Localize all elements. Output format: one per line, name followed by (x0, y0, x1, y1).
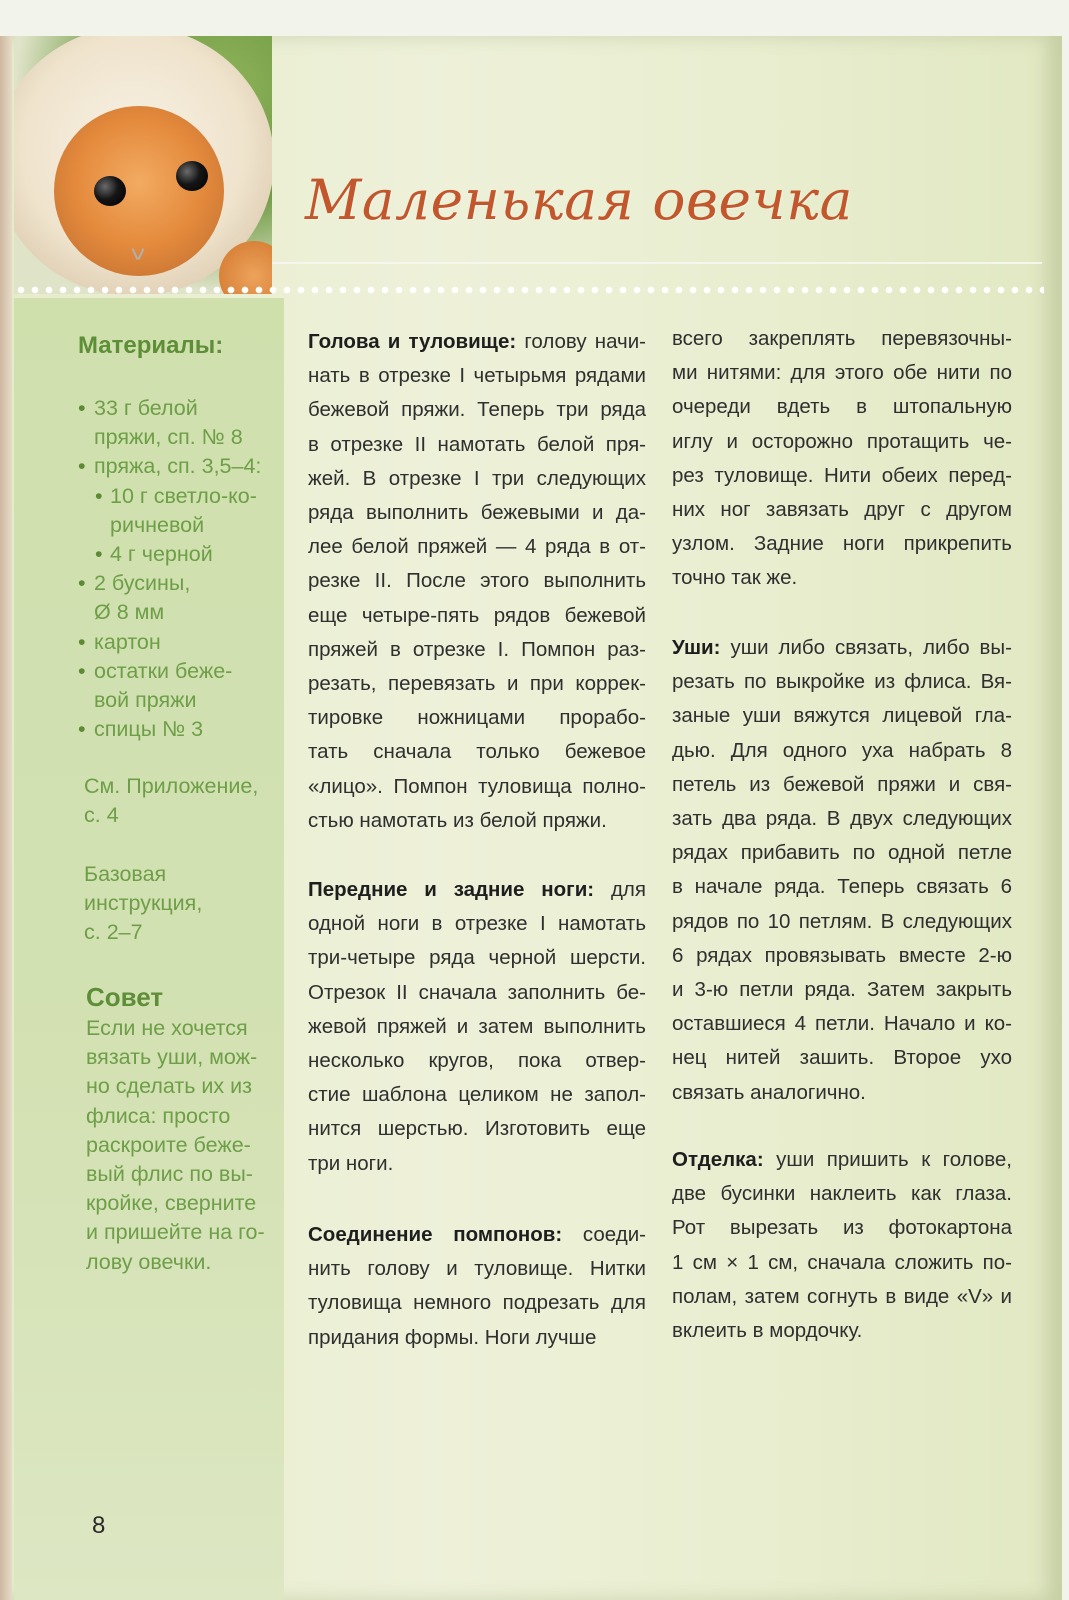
material-item-line: • 2 бусины, (94, 571, 191, 596)
legs-line: несколько кругов, пока отвер- (308, 1049, 646, 1073)
joining-continued-line: них ног завязать друг с другом (672, 498, 1012, 522)
joining-line: туловища немного подрезать для (308, 1291, 646, 1315)
base-reference-line: Базовая (84, 862, 167, 886)
legs-line: три-четыре ряда черной шерсти. (308, 946, 646, 970)
tip-text-line: Если не хочется (86, 1016, 248, 1040)
ears-line (672, 631, 1012, 665)
dotted-divider (14, 283, 1044, 299)
joining-continued-line: рез туловище. Нити обеих перед- (672, 463, 1012, 487)
material-item (78, 628, 278, 657)
material-item (78, 540, 278, 569)
material-item-line: вой пряжи (94, 688, 197, 713)
materials-list (78, 394, 278, 744)
material-item-line: • пряжа, сп. 3,5–4: (94, 454, 262, 479)
ears-line: оставшиеся 4 петли. Начало и ко- (672, 1012, 1012, 1036)
legs-line: Отрезок II сначала заполнить бе- (308, 980, 646, 1004)
material-item (78, 657, 278, 715)
base-reference-line: инструкция, (84, 891, 203, 916)
joining-line (308, 1218, 646, 1252)
head-body-line: резать, перевязать и при коррек- (308, 672, 646, 696)
finishing-line (672, 1143, 1012, 1177)
head-body-line: пряжей в отрезке I. Помпон раз- (308, 637, 646, 661)
joining-continued-line: узлом. Задние ноги прикрепить (672, 532, 1012, 556)
tip-text-line: вый флис по вы- (86, 1162, 253, 1187)
appendix-reference-line: с. 4 (84, 803, 119, 828)
sheep-eye-right (176, 161, 208, 191)
materials-heading: Материалы: (78, 332, 224, 359)
sheep-mouth (132, 248, 146, 262)
tip-text-line: но сделать их из (86, 1074, 252, 1099)
head-body-line (308, 325, 646, 359)
ears-heading: Уши: (672, 636, 721, 659)
material-item-line: • картон (94, 629, 161, 654)
section-finishing (672, 1143, 1012, 1348)
head-body-line: жей. В отрезке I три следующих (308, 466, 646, 490)
head-body-line: в отрезке II намотать белой пря- (308, 432, 646, 456)
appendix-reference-line: См. Приложение, (84, 774, 259, 798)
legs-line: одной ноги в отрезке I намотать (308, 912, 646, 936)
joining-continued-line: точно так же. (672, 566, 798, 590)
joining-continued-line: очереди вдеть в штопальную (672, 395, 1012, 419)
material-item (78, 452, 278, 481)
finishing-line: 1 см × 1 см, сначала сложить по- (672, 1250, 1012, 1274)
joining-lead-text: соеди- (582, 1223, 646, 1246)
material-item-line: • 33 г белой (94, 396, 198, 420)
tip-text-line: раскроите беже- (86, 1132, 251, 1157)
finishing-line: вклеить в мордочку. (672, 1319, 863, 1343)
tip-heading: Совет (86, 982, 164, 1012)
ears-line: зать два ряда. В двух следующих (672, 807, 1012, 831)
legs-line (308, 873, 646, 907)
head-body-line: стью намотать из белой пряжи. (308, 808, 607, 832)
material-item (78, 482, 278, 540)
head-body-line: ряда выполнить бежевыми и да- (308, 501, 646, 525)
head-body-heading: Голова и туловище: (308, 330, 517, 353)
head-body-line: нать в отрезке I четырьмя рядами (308, 364, 646, 388)
section-head-body (308, 325, 646, 838)
sheep-toy-photo (14, 36, 272, 294)
joining-heading: Соединение помпонов: (308, 1223, 563, 1246)
head-body-line: лее белой пряжей — 4 ряда в от- (308, 535, 646, 559)
tip-text-line: флиса: просто (86, 1103, 231, 1128)
ears-lead-text: уши либо связать, либо вы- (730, 636, 1012, 659)
material-item-line: • 4 г черной (110, 542, 213, 567)
tip-text-line: кройке, сверните (86, 1191, 257, 1216)
ears-line: нец нитей зашить. Второе ухо (672, 1046, 1012, 1070)
material-item (78, 715, 278, 744)
ears-line: в начале ряда. Теперь связать 6 (672, 875, 1012, 899)
ears-line: 6 рядах провязывать вместе 2-ю (672, 943, 1012, 967)
head-body-line: тировке ножницами прорабо- (308, 706, 646, 730)
appendix-reference (84, 772, 258, 830)
base-reference-line: с. 2–7 (84, 920, 143, 945)
finishing-line: полам, затем согнуть в виде «V» и (672, 1284, 1012, 1308)
ears-line: и 3-ю петли ряда. Затем закрыть (672, 978, 1012, 1002)
material-item (78, 394, 278, 452)
head-body-line: резке II. После этого выполнить (308, 569, 646, 593)
head-body-line: бежевой пряжи. Теперь три ряда (308, 398, 646, 422)
section-joining-continued (672, 322, 1012, 596)
joining-continued-line: ми нитями: для этого обе нити по (672, 361, 1012, 385)
joining-continued-line: всего закреплять перевязочны- (672, 327, 1012, 350)
finishing-line: две бусинки наклеить как глаза. (672, 1182, 1012, 1206)
material-item (78, 569, 278, 627)
legs-line: нится шерстью. Изготовить еще (308, 1117, 646, 1141)
ears-line: петель из бежевой пряжи и свя- (672, 772, 1012, 796)
head-body-line: тать сначала только бежевое (308, 740, 646, 764)
ears-line: рядах прибавить по одной петле (672, 841, 1012, 865)
material-item-line: • остатки беже- (94, 658, 233, 683)
legs-line: три ноги. (308, 1151, 394, 1175)
finishing-lead-text: уши пришить к голове, (776, 1148, 1012, 1171)
tip-text-line: лову овечки. (86, 1249, 212, 1274)
material-item-line: ричневой (110, 512, 205, 537)
section-joining (308, 1218, 646, 1355)
head-body-line: «лицо». Помпон туловища полно- (308, 774, 646, 798)
head-body-lead-text: голову начи- (524, 330, 646, 353)
legs-line: жевой пряжей и затем выполнить (308, 1014, 646, 1038)
tip-text-line: и пришейте на го- (86, 1220, 265, 1245)
section-legs (308, 873, 646, 1181)
joining-line: нить голову и туловище. Нитки (308, 1257, 646, 1281)
head-body-line: еще четыре-пять рядов бежевой (308, 603, 646, 627)
legs-heading: Передние и задние ноги: (308, 878, 595, 901)
material-item-line: пряжи, сп. № 8 (94, 425, 243, 450)
page-title: Маленькая овечка (305, 168, 853, 232)
finishing-heading: Отделка: (672, 1148, 764, 1171)
section-ears (672, 631, 1012, 1110)
joining-line: придания формы. Ноги лучше (308, 1325, 597, 1349)
tip-text-line: вязать уши, мож- (86, 1045, 258, 1070)
base-instruction-reference (84, 860, 202, 948)
ears-line: рядов по 10 петлям. В следующих (672, 909, 1012, 933)
material-item-line: Ø 8 мм (94, 600, 165, 625)
ears-line: дью. Для одного уха набрать 8 (672, 738, 1012, 762)
ears-line: заные уши вяжутся лицевой гла- (672, 704, 1012, 728)
page-number: 8 (92, 1512, 106, 1539)
finishing-line: Рот вырезать из фотокартона (672, 1216, 1012, 1240)
ears-line: резать по выкройке из флиса. Вя- (672, 670, 1012, 694)
tip-text (86, 1014, 265, 1277)
material-item-line: • 10 г светло-ко- (110, 483, 257, 508)
sheep-eye-left (94, 176, 126, 206)
legs-line: стие шаблона целиком не запол- (308, 1083, 646, 1107)
title-rule (272, 262, 1042, 264)
material-item-line: • спицы № 3 (94, 717, 204, 742)
legs-lead-text: для (610, 878, 646, 901)
ears-line: связать аналогично. (672, 1080, 866, 1104)
joining-continued-line: иглу и осторожно протащить че- (672, 429, 1012, 453)
